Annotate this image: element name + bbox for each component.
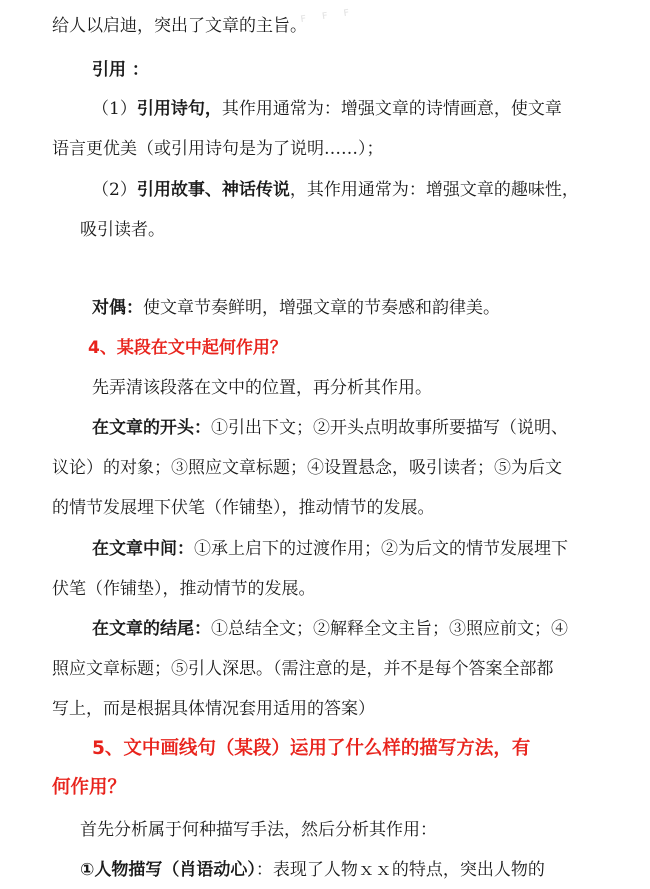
item-number: （1） bbox=[92, 99, 137, 119]
text: ：表现了人物ｘｘ的特点，突出人物的 bbox=[255, 860, 545, 880]
text: 其作用通常为：增强文章的诗情画意，使文章 bbox=[221, 99, 562, 119]
text: ①总结全文；②解释全文主旨；③照应前文；④ bbox=[211, 619, 568, 639]
bold-term: 对偶： bbox=[92, 298, 143, 318]
heading-4 bbox=[88, 336, 287, 360]
text: ，其作用通常为：增强文章的趣味性， bbox=[289, 180, 579, 200]
text-line bbox=[52, 456, 562, 480]
text: 照应文章标题；⑤引人深思。（需注意的是，并不是每个答案全部都 bbox=[52, 659, 554, 679]
text: 使文章节奏鲜明，增强文章的节奏感和韵律美。 bbox=[143, 298, 500, 318]
text: 引用 ： bbox=[92, 60, 149, 80]
bold-term: 引用故事、神话传说 bbox=[136, 180, 290, 200]
text-line bbox=[92, 537, 568, 561]
text: 首先分析属于何种描写手法，然后分析其作用： bbox=[80, 820, 437, 840]
section-label-quote bbox=[92, 58, 149, 82]
text: ①引出下文；②开头点明故事所要描写（说明、 bbox=[211, 418, 568, 438]
text-line bbox=[52, 137, 384, 161]
text-line bbox=[52, 577, 316, 601]
heading-5-continued bbox=[52, 776, 126, 800]
heading-5 bbox=[92, 737, 530, 761]
text: 写上，而是根据具体情况套用适用的答案） bbox=[52, 699, 375, 719]
bold-term: ①人物描写（肖语动心） bbox=[80, 860, 256, 880]
bold-term: 在文章中间： bbox=[92, 539, 194, 559]
text-line bbox=[52, 496, 435, 520]
text-line bbox=[92, 416, 568, 440]
text-line bbox=[52, 697, 375, 721]
text: ①承上启下的过渡作用；②为后文的情节发展埋下 bbox=[194, 539, 568, 559]
text-line bbox=[52, 14, 307, 38]
text: 议论）的对象；③照应文章标题；④设置悬念，吸引读者；⑤为后文 bbox=[52, 458, 562, 478]
text-line bbox=[92, 97, 562, 121]
text-line bbox=[80, 818, 437, 842]
text-line bbox=[92, 617, 568, 641]
text-line bbox=[92, 296, 500, 320]
text-line bbox=[92, 178, 579, 202]
bold-term: 在文章的结尾： bbox=[92, 619, 211, 639]
heading-text: 5、文中画线句（某段）运用了什么样的描写方法，有 bbox=[92, 738, 531, 759]
text-line bbox=[92, 376, 432, 400]
heading-text: 何作用？ bbox=[52, 777, 127, 798]
text: 吸引读者。 bbox=[80, 220, 165, 240]
text: 语言更优美（或引用诗句是为了说明……）； bbox=[52, 139, 384, 159]
bold-term: 在文章的开头： bbox=[92, 418, 211, 438]
text: 伏笔（作铺垫），推动情节的发展。 bbox=[52, 579, 316, 599]
watermark: ꜰ ꜰ ꜰ bbox=[299, 3, 356, 26]
text: 给人以启迪，突出了文章的主旨。 bbox=[52, 16, 307, 36]
text: 先弄清该段落在文中的位置，再分析其作用。 bbox=[92, 378, 432, 398]
text-line bbox=[80, 858, 545, 882]
text: 的情节发展埋下伏笔（作铺垫），推动情节的发展。 bbox=[52, 498, 435, 518]
heading-text: 4、某段在文中起何作用？ bbox=[88, 338, 287, 358]
text-line bbox=[52, 657, 554, 681]
item-number: （2） bbox=[92, 180, 137, 200]
bold-term: 引用诗句， bbox=[136, 99, 222, 119]
text-line bbox=[80, 218, 165, 242]
